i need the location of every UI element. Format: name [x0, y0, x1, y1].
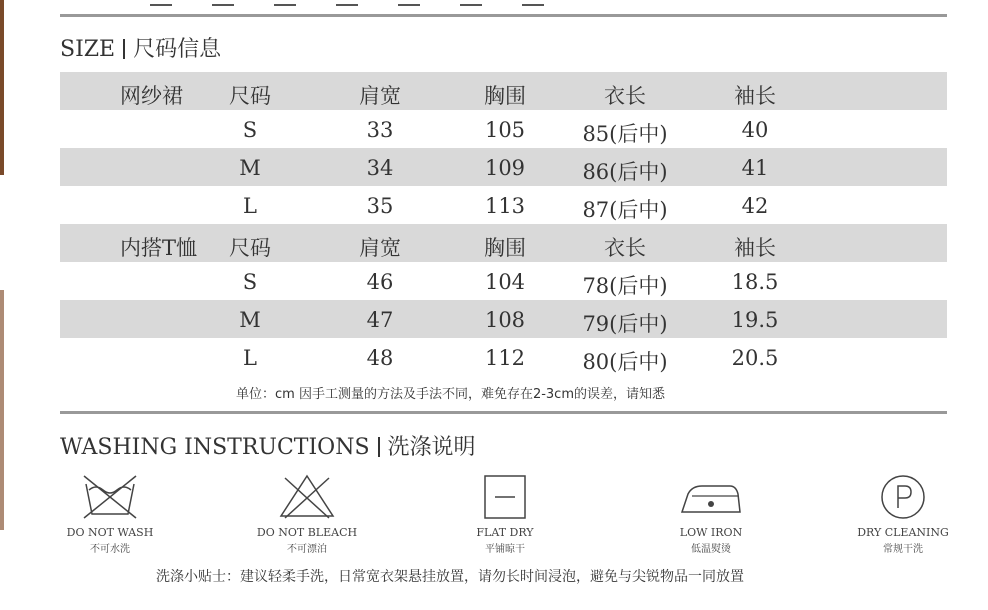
cell-length: 78(后中) — [582, 274, 668, 298]
title-separator — [123, 39, 125, 59]
care-item-low-iron — [646, 472, 776, 555]
care-item-do-not-wash — [45, 472, 175, 555]
cell-shoulder: 48 — [366, 346, 394, 370]
cell-bust: 108 — [484, 308, 526, 332]
do-not-bleach-icon — [277, 472, 337, 522]
size-table — [60, 72, 947, 376]
cell-size: S — [242, 270, 258, 294]
flat-dry-icon — [475, 472, 535, 522]
cell-length: 87(后中) — [582, 198, 668, 222]
care-item-do-not-bleach — [242, 472, 372, 555]
cell-length: 80(后中) — [582, 350, 668, 374]
header-sleeve: 袖长 — [734, 236, 776, 260]
measurement-note: 单位：cm 因手工测量的方法及手法不同，难免存在2-3cm的误差，请知悉 — [236, 387, 665, 402]
care-label-en: LOW IRON — [679, 526, 743, 539]
cell-sleeve: 41 — [741, 156, 769, 180]
left-edge-strip — [0, 0, 4, 175]
cell-sleeve: 19.5 — [731, 308, 779, 332]
header-garment: 内搭T恤 — [120, 236, 198, 260]
middle-divider — [60, 411, 947, 414]
washing-tips: 洗涤小贴士：建议轻柔手洗，日常宽衣架悬挂放置，请勿长时间浸泡，避免与尖锐物品一同放置 — [156, 569, 744, 585]
care-item-flat-dry — [440, 472, 570, 555]
cell-sleeve: 40 — [741, 118, 769, 142]
header-shoulder: 肩宽 — [359, 236, 401, 260]
cell-length: 86(后中) — [582, 160, 668, 184]
header-bust: 胸围 — [484, 84, 526, 108]
cell-size: M — [239, 156, 261, 180]
header-bust: 胸围 — [484, 236, 526, 260]
cell-shoulder: 46 — [366, 270, 394, 294]
care-label-en: DRY CLEANING — [857, 526, 949, 539]
header-length: 衣长 — [604, 236, 646, 260]
size-title-zh: 尺码信息 — [133, 37, 222, 62]
header-sleeve: 袖长 — [734, 84, 776, 108]
low-iron-icon — [678, 472, 744, 522]
cell-bust: 112 — [484, 346, 526, 370]
care-label-zh: 不可水洗 — [90, 544, 130, 555]
cell-shoulder: 34 — [366, 156, 394, 180]
washing-section-title — [60, 430, 476, 461]
do-not-wash-icon — [80, 472, 140, 522]
care-label-en: DO NOT WASH — [66, 526, 154, 539]
cell-shoulder: 47 — [366, 308, 394, 332]
table-a-header — [60, 72, 947, 110]
cell-length: 79(后中) — [582, 312, 668, 336]
cell-sleeve: 18.5 — [731, 270, 779, 294]
care-item-dry-cleaning — [838, 472, 968, 555]
size-section-title — [60, 32, 221, 63]
cell-length: 85(后中) — [582, 122, 668, 146]
cell-bust: 105 — [484, 118, 526, 142]
cell-size: S — [242, 118, 258, 142]
left-edge-strip-lower — [0, 290, 4, 530]
size-title-en: SIZE — [60, 37, 116, 62]
cell-bust: 113 — [484, 194, 526, 218]
cell-bust: 109 — [484, 156, 526, 180]
header-shoulder: 肩宽 — [359, 84, 401, 108]
table-row — [60, 338, 947, 376]
washing-title-en: WASHING INSTRUCTIONS — [60, 435, 370, 460]
care-label-en: FLAT DRY — [476, 526, 534, 539]
cell-sleeve: 42 — [741, 194, 769, 218]
cell-size: L — [243, 194, 257, 218]
care-label-zh: 不可漂泊 — [287, 544, 327, 555]
care-label-zh: 常规干洗 — [883, 544, 923, 555]
table-row — [60, 262, 947, 300]
title-separator — [378, 437, 380, 457]
table-row — [60, 186, 947, 224]
table-b-header — [60, 224, 947, 262]
cell-shoulder: 33 — [366, 118, 394, 142]
cell-shoulder: 35 — [366, 194, 394, 218]
header-length: 衣长 — [604, 84, 646, 108]
header-garment: 网纱裙 — [120, 84, 183, 108]
cell-bust: 104 — [484, 270, 526, 294]
cropped-header-text — [150, 0, 590, 6]
table-row — [60, 110, 947, 148]
cell-size: M — [239, 308, 261, 332]
table-row — [60, 300, 947, 338]
care-label-en: DO NOT BLEACH — [256, 526, 358, 539]
header-size: 尺码 — [229, 84, 271, 108]
table-row — [60, 148, 947, 186]
care-label-zh: 平铺晾干 — [485, 544, 525, 555]
header-size: 尺码 — [229, 236, 271, 260]
top-divider — [60, 14, 947, 17]
cell-size: L — [243, 346, 257, 370]
dry-cleaning-icon — [873, 472, 933, 522]
cell-sleeve: 20.5 — [731, 346, 779, 370]
washing-title-zh: 洗涤说明 — [387, 435, 476, 460]
care-label-zh: 低温熨烫 — [691, 544, 731, 555]
